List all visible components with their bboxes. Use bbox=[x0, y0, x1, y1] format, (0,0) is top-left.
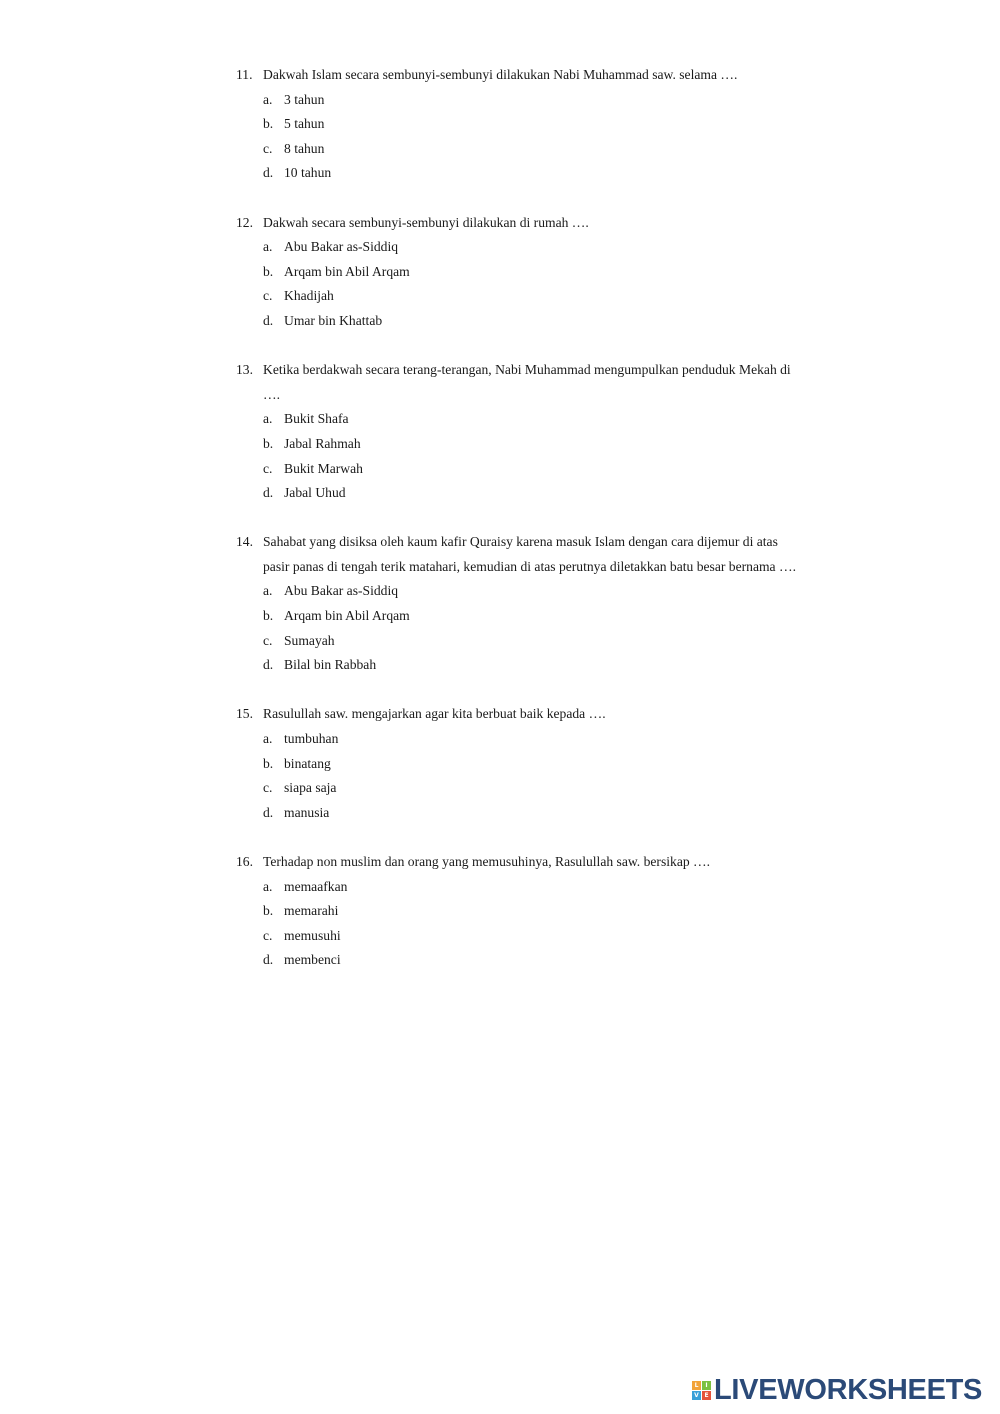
answer-option[interactable] bbox=[263, 88, 796, 113]
answer-option[interactable] bbox=[263, 284, 796, 309]
question-row bbox=[236, 63, 796, 88]
logo-tile: E bbox=[702, 1391, 711, 1400]
answer-option[interactable] bbox=[263, 579, 796, 604]
answer-option[interactable] bbox=[263, 604, 796, 629]
option-letter: c. bbox=[263, 780, 273, 796]
question-item bbox=[236, 530, 796, 678]
question-number: 16. bbox=[236, 854, 253, 869]
option-letter: d. bbox=[263, 657, 274, 673]
answer-option[interactable] bbox=[263, 727, 796, 752]
option-text: Bukit Shafa bbox=[284, 411, 349, 427]
answer-option[interactable] bbox=[263, 112, 796, 137]
answer-option[interactable] bbox=[263, 776, 796, 801]
question-number: 12. bbox=[236, 214, 253, 230]
option-text: Bukit Marwah bbox=[284, 460, 363, 476]
question-number: 15. bbox=[236, 706, 253, 722]
option-letter: d. bbox=[263, 312, 274, 328]
option-text: memarahi bbox=[284, 903, 339, 919]
question-item bbox=[236, 702, 796, 825]
question-item bbox=[236, 850, 796, 973]
option-text: siapa saja bbox=[284, 780, 337, 796]
option-letter: c. bbox=[263, 927, 273, 943]
option-text: tumbuhan bbox=[284, 731, 339, 747]
question-number: 11. bbox=[236, 67, 253, 82]
option-letter: c. bbox=[263, 632, 273, 648]
option-letter: d. bbox=[263, 952, 274, 968]
option-letter: a. bbox=[263, 731, 273, 747]
answer-option[interactable] bbox=[263, 752, 796, 777]
option-letter: b. bbox=[263, 116, 274, 132]
question-number: 14. bbox=[236, 534, 253, 550]
option-text: membenci bbox=[284, 952, 341, 968]
option-text: Bilal bin Rabbah bbox=[284, 657, 377, 673]
question-text: Dakwah Islam secara sembunyi-sembunyi dilakukan Nabi Muhammad saw. selama …. bbox=[263, 67, 738, 82]
option-letter: c. bbox=[263, 288, 273, 304]
option-text: Jabal Rahmah bbox=[284, 435, 361, 451]
option-letter: b. bbox=[263, 755, 274, 771]
option-text: 3 tahun bbox=[284, 91, 325, 107]
answer-option[interactable] bbox=[263, 948, 796, 973]
question-text: Ketika berdakwah secara terang-terangan, Nabi Muhammad mengumpulkan penduduk Mekah di …. bbox=[263, 362, 791, 402]
option-letter: c. bbox=[263, 460, 273, 476]
answer-option[interactable] bbox=[263, 481, 796, 506]
question-row bbox=[236, 702, 796, 727]
option-letter: d. bbox=[263, 485, 274, 501]
answer-option[interactable] bbox=[263, 653, 796, 678]
logo-icon bbox=[692, 1381, 711, 1400]
option-text: manusia bbox=[284, 804, 330, 820]
question-number: 13. bbox=[236, 362, 253, 378]
option-text: 10 tahun bbox=[284, 165, 332, 181]
answer-option[interactable] bbox=[263, 407, 796, 432]
option-text: Khadijah bbox=[284, 288, 334, 304]
answer-option[interactable] bbox=[263, 137, 796, 162]
option-letter: d. bbox=[263, 804, 274, 820]
option-letter: b. bbox=[263, 903, 274, 919]
question-item bbox=[236, 358, 796, 506]
option-letter: d. bbox=[263, 165, 274, 181]
option-text: 8 tahun bbox=[284, 140, 325, 156]
question-list bbox=[236, 63, 796, 998]
option-text: binatang bbox=[284, 755, 331, 771]
option-text: 5 tahun bbox=[284, 116, 325, 132]
option-letter: b. bbox=[263, 435, 274, 451]
option-letter: a. bbox=[263, 583, 273, 599]
question-row bbox=[236, 850, 796, 875]
option-letter: a. bbox=[263, 239, 273, 255]
option-text: memusuhi bbox=[284, 927, 341, 943]
logo-tile: L bbox=[692, 1381, 701, 1390]
option-letter: b. bbox=[263, 608, 274, 624]
logo-text: LIVEWORKSHEETS bbox=[714, 1373, 983, 1406]
option-text: memaafkan bbox=[284, 878, 348, 894]
answer-option[interactable] bbox=[263, 801, 796, 826]
answer-option[interactable] bbox=[263, 235, 796, 260]
question-text: Dakwah secara sembunyi-sembunyi dilakukan di rumah …. bbox=[263, 214, 589, 230]
answer-option[interactable] bbox=[263, 629, 796, 654]
option-letter: c. bbox=[263, 140, 273, 156]
option-letter: a. bbox=[263, 411, 273, 427]
question-item bbox=[236, 63, 796, 186]
answer-option[interactable] bbox=[263, 924, 796, 949]
liveworksheets-logo bbox=[692, 1374, 982, 1406]
answer-option[interactable] bbox=[263, 432, 796, 457]
answer-option[interactable] bbox=[263, 260, 796, 285]
question-text: Rasulullah saw. mengajarkan agar kita berbuat baik kepada …. bbox=[263, 706, 606, 722]
option-letter: b. bbox=[263, 263, 274, 279]
question-row bbox=[236, 530, 796, 579]
question-item bbox=[236, 211, 796, 334]
answer-option[interactable] bbox=[263, 161, 796, 186]
answer-option[interactable] bbox=[263, 899, 796, 924]
logo-tile: I bbox=[702, 1381, 711, 1390]
option-text: Umar bin Khattab bbox=[284, 312, 383, 328]
answer-option[interactable] bbox=[263, 309, 796, 334]
option-letter: a. bbox=[263, 91, 273, 107]
logo-tile: V bbox=[692, 1391, 701, 1400]
question-row bbox=[236, 358, 796, 407]
question-row bbox=[236, 211, 796, 236]
option-text: Jabal Uhud bbox=[284, 485, 346, 501]
option-text: Abu Bakar as-Siddiq bbox=[284, 583, 399, 599]
option-text: Abu Bakar as-Siddiq bbox=[284, 239, 399, 255]
question-text: Sahabat yang disiksa oleh kaum kafir Quraisy karena masuk Islam dengan cara dijemur di atas pasir panas di tengah terik matahari, kemudian di atas perutnya diletakkan batu besar bernama …. bbox=[263, 534, 796, 574]
option-text: Arqam bin Abil Arqam bbox=[284, 608, 410, 624]
answer-option[interactable] bbox=[263, 457, 796, 482]
answer-option[interactable] bbox=[263, 875, 796, 900]
option-letter: a. bbox=[263, 878, 273, 894]
option-text: Arqam bin Abil Arqam bbox=[284, 263, 410, 279]
question-text: Terhadap non muslim dan orang yang memusuhinya, Rasulullah saw. bersikap …. bbox=[263, 854, 711, 869]
option-text: Sumayah bbox=[284, 632, 335, 648]
